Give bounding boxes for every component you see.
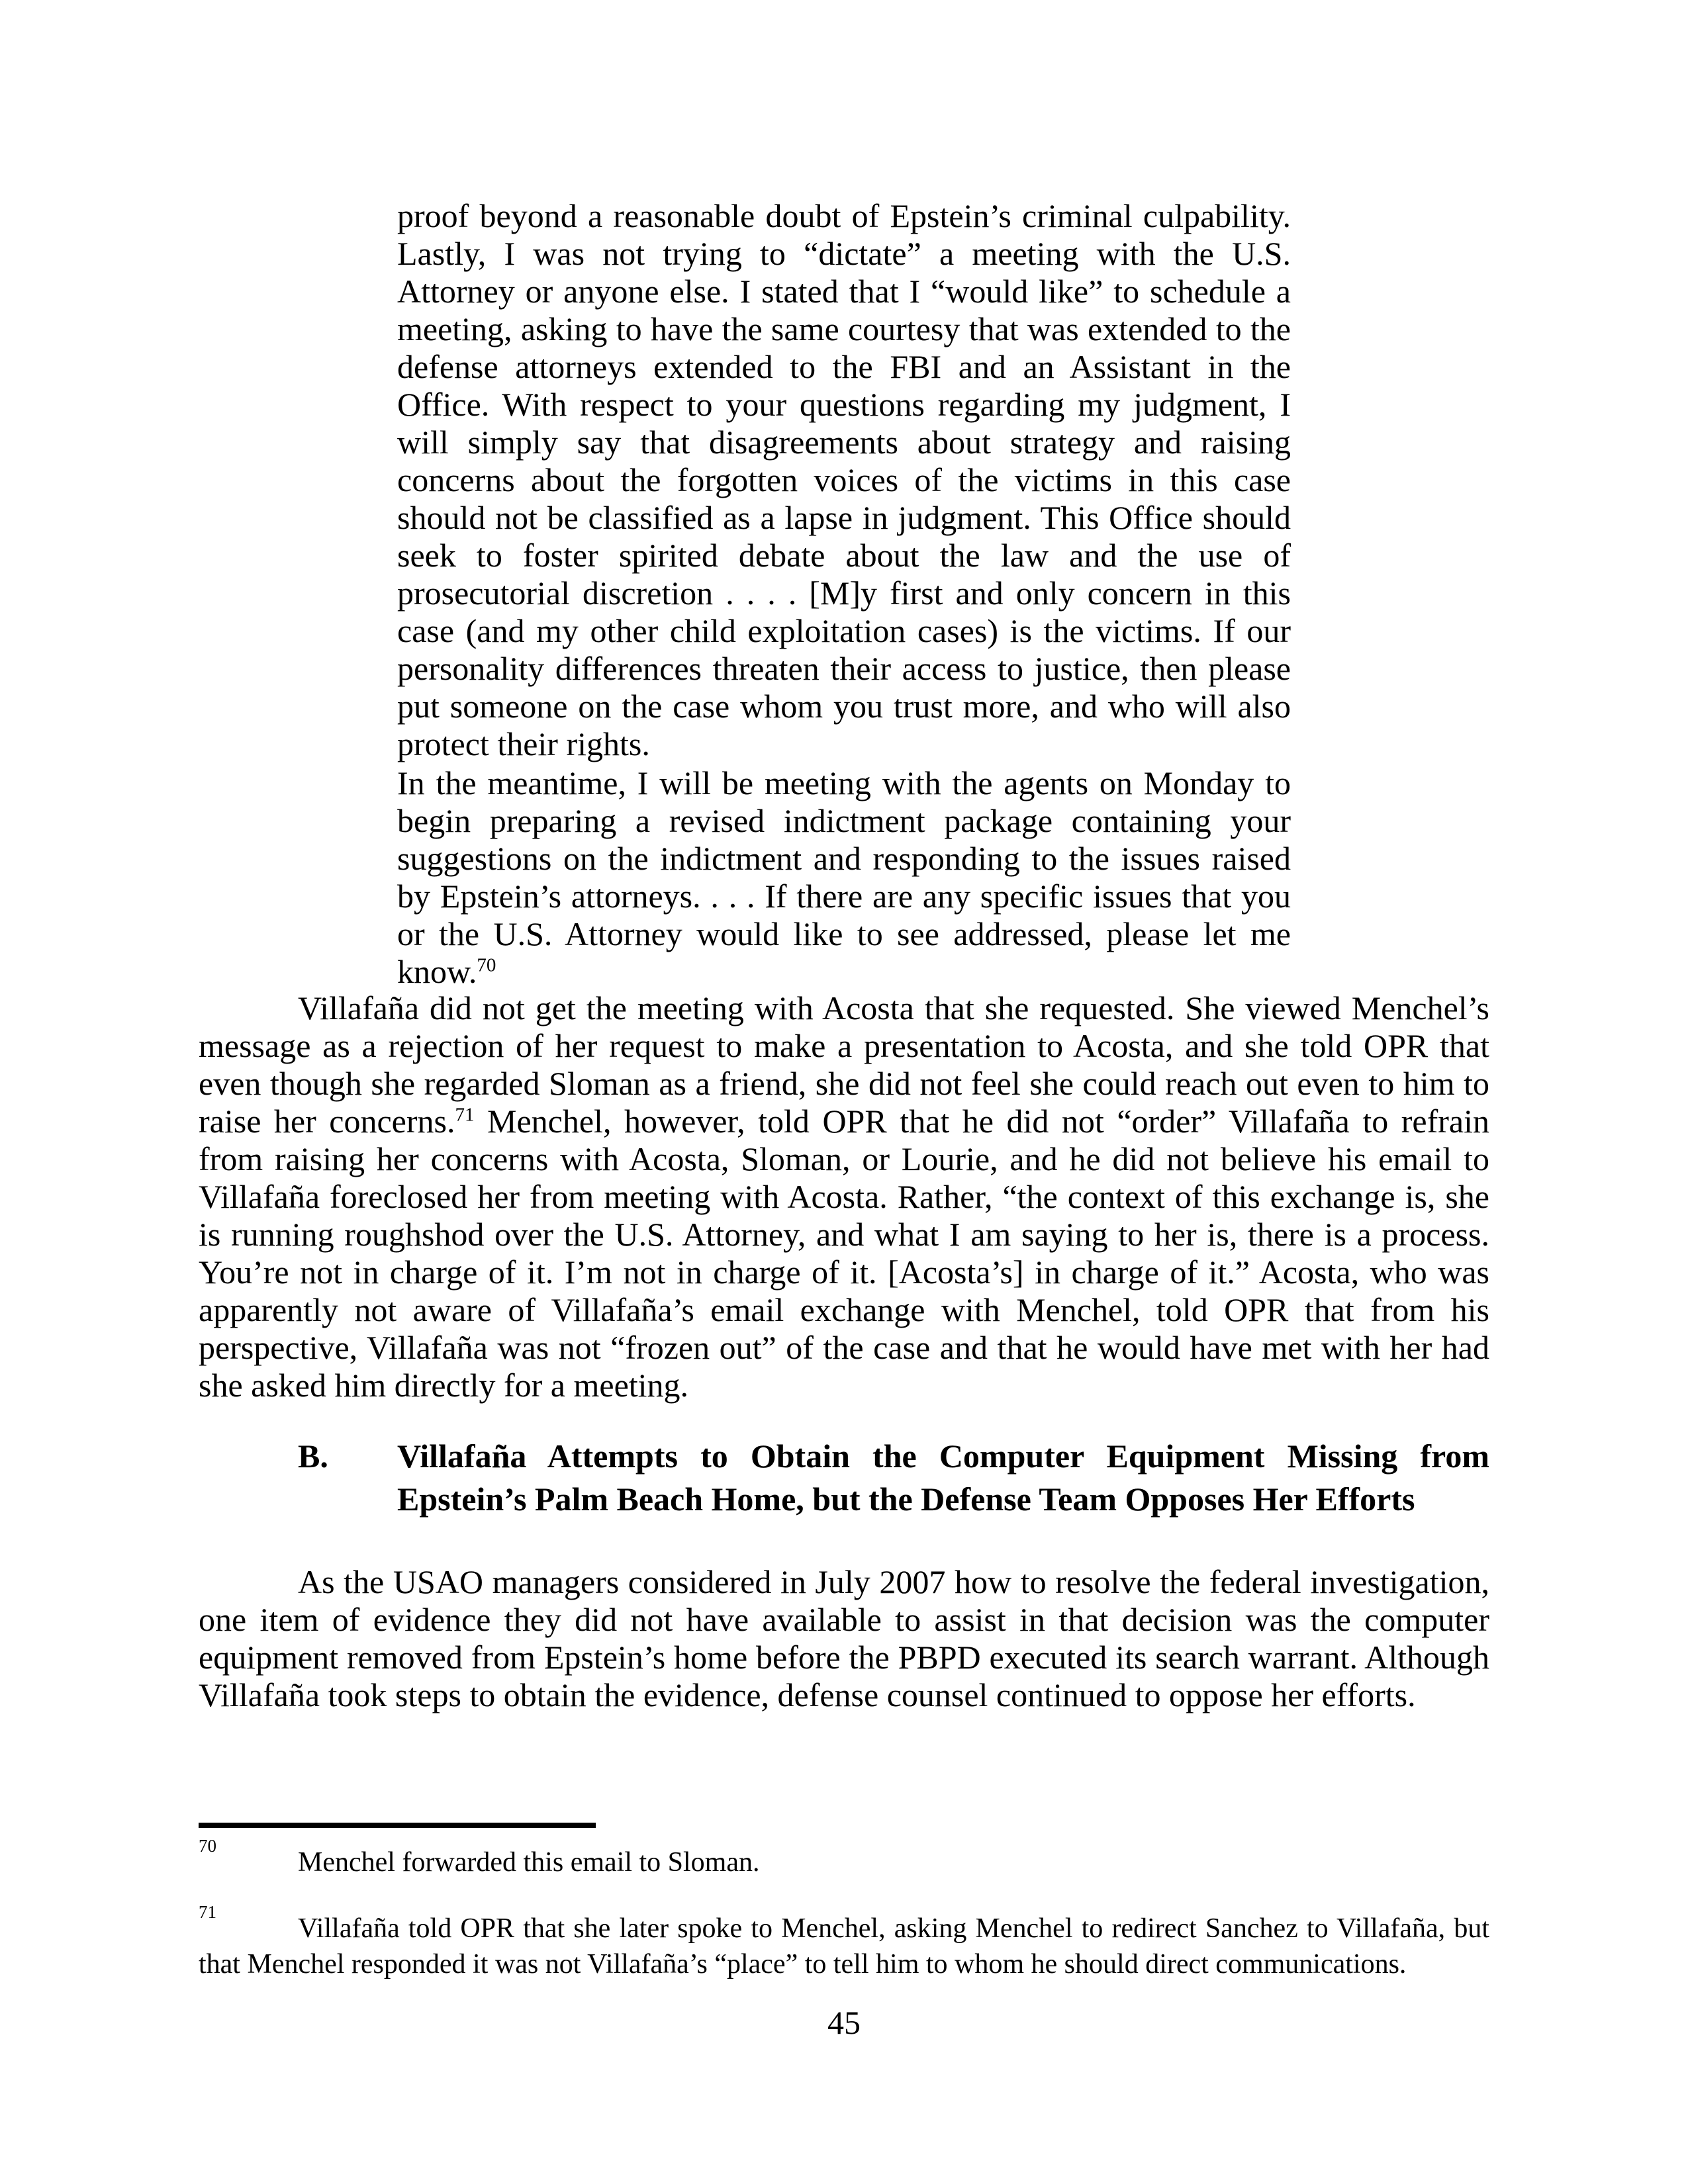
footnote-71 <box>199 1903 1489 1982</box>
footnote-71-marker: 71 <box>199 1902 216 1922</box>
block-quote-paragraph-1: proof beyond a reasonable doubt of Epstein’s criminal culpability. Lastly, I was not trying to “dictate” a meeting with the U.S. Attorney or anyone else. I stated that I “would like” to schedule a meeting, asking to have the same courtesy that was extended to the defense attorneys extended to the FBI and an Assistant in the Office. With respect to your questions regarding my judgment, I will simply say that disagreements about strategy and raising concerns about the forgotten voices of the victims in this case should not be classified as a lapse in judgment. This Office should seek to foster spirited debate about the law and the use of prosecutorial discretion . . . . [M]y first and only concern in this case (and my other child exploitation cases) is the victims. If our personality differences threaten their access to justice, then please put someone on the case whom you trust more, and who will also protect their rights. <box>397 197 1291 762</box>
footnote-70-marker: 70 <box>199 1836 216 1856</box>
section-heading-text: Villafaña Attempts to Obtain the Computer Equipment Missing from Epstein’s Palm Beach Home, but the Defense Team Opposes Her Efforts <box>397 1437 1489 1518</box>
footnote-71-text: Villafaña told OPR that she later spoke to Menchel, asking Menchel to redirect Sanchez to Villafaña, but that Menchel responded it was not Villafaña’s “place” to tell him to whom he should direct communications. <box>199 1913 1489 1979</box>
page-number: 45 <box>827 2004 861 2041</box>
body-paragraph-1 <box>199 989 1489 1404</box>
section-heading-label: B. <box>298 1437 328 1475</box>
footnote-separator-rule <box>199 1823 596 1828</box>
footnote-section <box>199 1823 1489 1982</box>
body-paragraph-2: As the USAO managers considered in July 2007 how to resolve the federal investigation, one item of evidence they did not have available to assist in that decision was the computer equipment removed from Epstein’s home before the PBPD executed its search warrant. Although Villafaña took steps to obtain the evidence, defense counsel continued to oppose her efforts. <box>199 1563 1489 1713</box>
block-quote-paragraph-2-text: In the meantime, I will be meeting with the agents on Monday to begin preparing a revised indictment package containing your suggestions on the indictment and responding to the issues raised by Epstein’s attorneys. . . . If there are any specific issues that you or the U.S. Attorney would like to see addressed, please let me know. <box>397 764 1291 990</box>
footnote-70-text: Menchel forwarded this email to Sloman. <box>298 1847 760 1878</box>
footnote-reference-70: 70 <box>477 954 496 976</box>
section-heading-b <box>298 1435 1489 1521</box>
footnote-reference-71: 71 <box>455 1104 475 1126</box>
footnote-70 <box>199 1837 1489 1880</box>
body-paragraph-1-text-before-ref: Villafaña did not get the meeting with Acosta that she requested. She viewed Menchel’s message as a rejection of her request to make a presentation to Acosta, and she told OPR that even though she regarded Sloman as a friend, she did not feel she could reach out even to him to raise her concerns. <box>199 989 1489 1140</box>
block-quote-paragraph-2 <box>397 764 1291 991</box>
body-paragraph-1-text-after-ref: Menchel, however, told OPR that he did not “order” Villafaña to refrain from raising her concerns with Acosta, Sloman, or Lourie, and he did not believe his email to Villafaña foreclosed her from meeting with Acosta. Rather, “the context of this exchange is, she is running roughshod over the U.S. Attorney, and what I am saying to her is, there is a process. You’re not in charge of it. I’m not in charge of it. [Acosta’s] in charge of it.” Acosta, who was apparently not aware of Villafaña’s email exchange with Menchel, told OPR that from his perspective, Villafaña was not “frozen out” of the case and that he would have met with her had she asked him directly for a meeting. <box>199 1103 1490 1404</box>
